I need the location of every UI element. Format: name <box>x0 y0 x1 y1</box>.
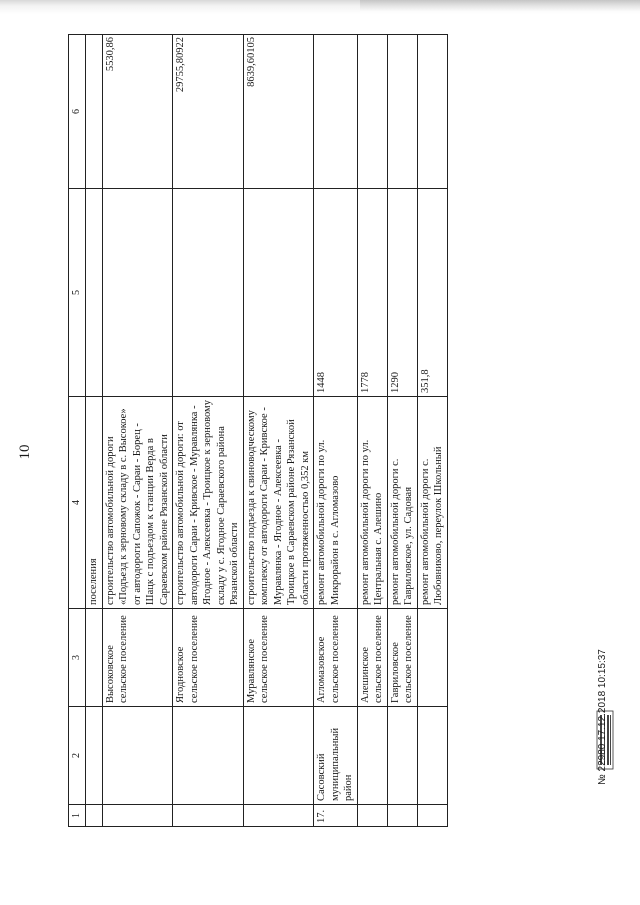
page-number: 10 <box>16 444 33 460</box>
cell-settlement <box>417 609 447 707</box>
scan-edge-shadow-right <box>360 0 640 12</box>
cell-col5-value <box>173 189 244 397</box>
cell-col5-value: 1290 <box>387 189 417 397</box>
cell-number <box>417 805 447 827</box>
document-registration-number: № 22980 17.12.2018 10:15:37 <box>597 649 608 785</box>
cell-work-description: строительство автомобильной дороги «Подъезд к зерновому складу в с. Высокое» от автодороги Сапожок - Сараи - Борец - Шацк с подъездом к станции Верда в Сараевском районе Рязанской области <box>102 397 173 609</box>
column-header: 5 <box>69 189 86 397</box>
cell-col5-value: 1778 <box>357 189 387 397</box>
cell-district <box>387 707 417 805</box>
table-row <box>102 35 173 827</box>
cell-col6-value: 5530,86 <box>102 35 173 189</box>
table-row <box>387 35 417 827</box>
cell-number: 17. <box>314 805 358 827</box>
cell-settlement <box>86 609 103 707</box>
table-row <box>243 35 314 827</box>
table-row <box>173 35 244 827</box>
cell-district <box>243 707 314 805</box>
cell-work-description: ремонт автомобильной дороги по ул. Центральная с. Алешино <box>357 397 387 609</box>
cell-col6-value: 8639,60105 <box>243 35 314 189</box>
cell-district <box>417 707 447 805</box>
table-row <box>357 35 387 827</box>
cell-number <box>86 805 103 827</box>
cell-district <box>102 707 173 805</box>
cell-work-description: строительство подъезда к свиноводческому комплексу от автодороги Сараи - Кривское - Муравлянка - Ягодное - Алексеевка - Троицкое в Сараевском районе Рязанской области протяженностью 0,352 км <box>243 397 314 609</box>
cell-work-description: ремонт автомобильной дороги с. Гавриловское, ул. Садовая <box>387 397 417 609</box>
table-row <box>417 35 447 827</box>
cell-settlement: Ягодновское сельское поселение <box>173 609 244 707</box>
cell-col5-value <box>102 189 173 397</box>
cell-work-description: поселения <box>86 397 103 609</box>
cell-number <box>243 805 314 827</box>
cell-settlement: Агломазовское сельское поселение <box>314 609 358 707</box>
cell-col6-value <box>314 35 358 189</box>
cell-number <box>357 805 387 827</box>
cell-col5-value: 351,8 <box>417 189 447 397</box>
rotated-table-container <box>68 35 608 827</box>
cell-number <box>173 805 244 827</box>
table-wrapper <box>68 35 608 827</box>
data-table <box>68 34 448 827</box>
column-header: 1 <box>69 805 86 827</box>
cell-number <box>102 805 173 827</box>
cell-col6-value: 29755,80922 <box>173 35 244 189</box>
table-header-row <box>69 35 86 827</box>
column-header: 3 <box>69 609 86 707</box>
cell-col5-value: 1448 <box>314 189 358 397</box>
cell-col6-value <box>357 35 387 189</box>
cell-settlement: Муравлянское сельское поселение <box>243 609 314 707</box>
cell-col6-value <box>86 35 103 189</box>
cell-district: Сасовский муниципальный район <box>314 707 358 805</box>
cell-settlement: Гавриловское сельское поселение <box>387 609 417 707</box>
cell-work-description: ремонт автомобильной дороги по ул. Микрорайон в с. Агломазово <box>314 397 358 609</box>
cell-col5-value <box>86 189 103 397</box>
cell-district <box>357 707 387 805</box>
cell-work-description: ремонт автомобильной дороги с. Любовниково, переулок Школьный <box>417 397 447 609</box>
cell-col5-value <box>243 189 314 397</box>
column-header: 4 <box>69 397 86 609</box>
cell-settlement: Высоковское сельское поселение <box>102 609 173 707</box>
column-header: 2 <box>69 707 86 805</box>
column-header: 6 <box>69 35 86 189</box>
cell-number <box>387 805 417 827</box>
cell-col6-value <box>387 35 417 189</box>
cell-work-description: строительство автомобильной дороги: от автодороги Сараи - Кривское - Муравлянка - Ягодное - Алексеевка - Троицкое к зерновому складу у с. Ягодное Сараевского района Рязанской области <box>173 397 244 609</box>
cell-settlement: Алешинское сельское поселение <box>357 609 387 707</box>
cell-col6-value <box>417 35 447 189</box>
cell-district <box>173 707 244 805</box>
table-row <box>86 35 103 827</box>
table-row <box>314 35 358 827</box>
cell-district <box>86 707 103 805</box>
